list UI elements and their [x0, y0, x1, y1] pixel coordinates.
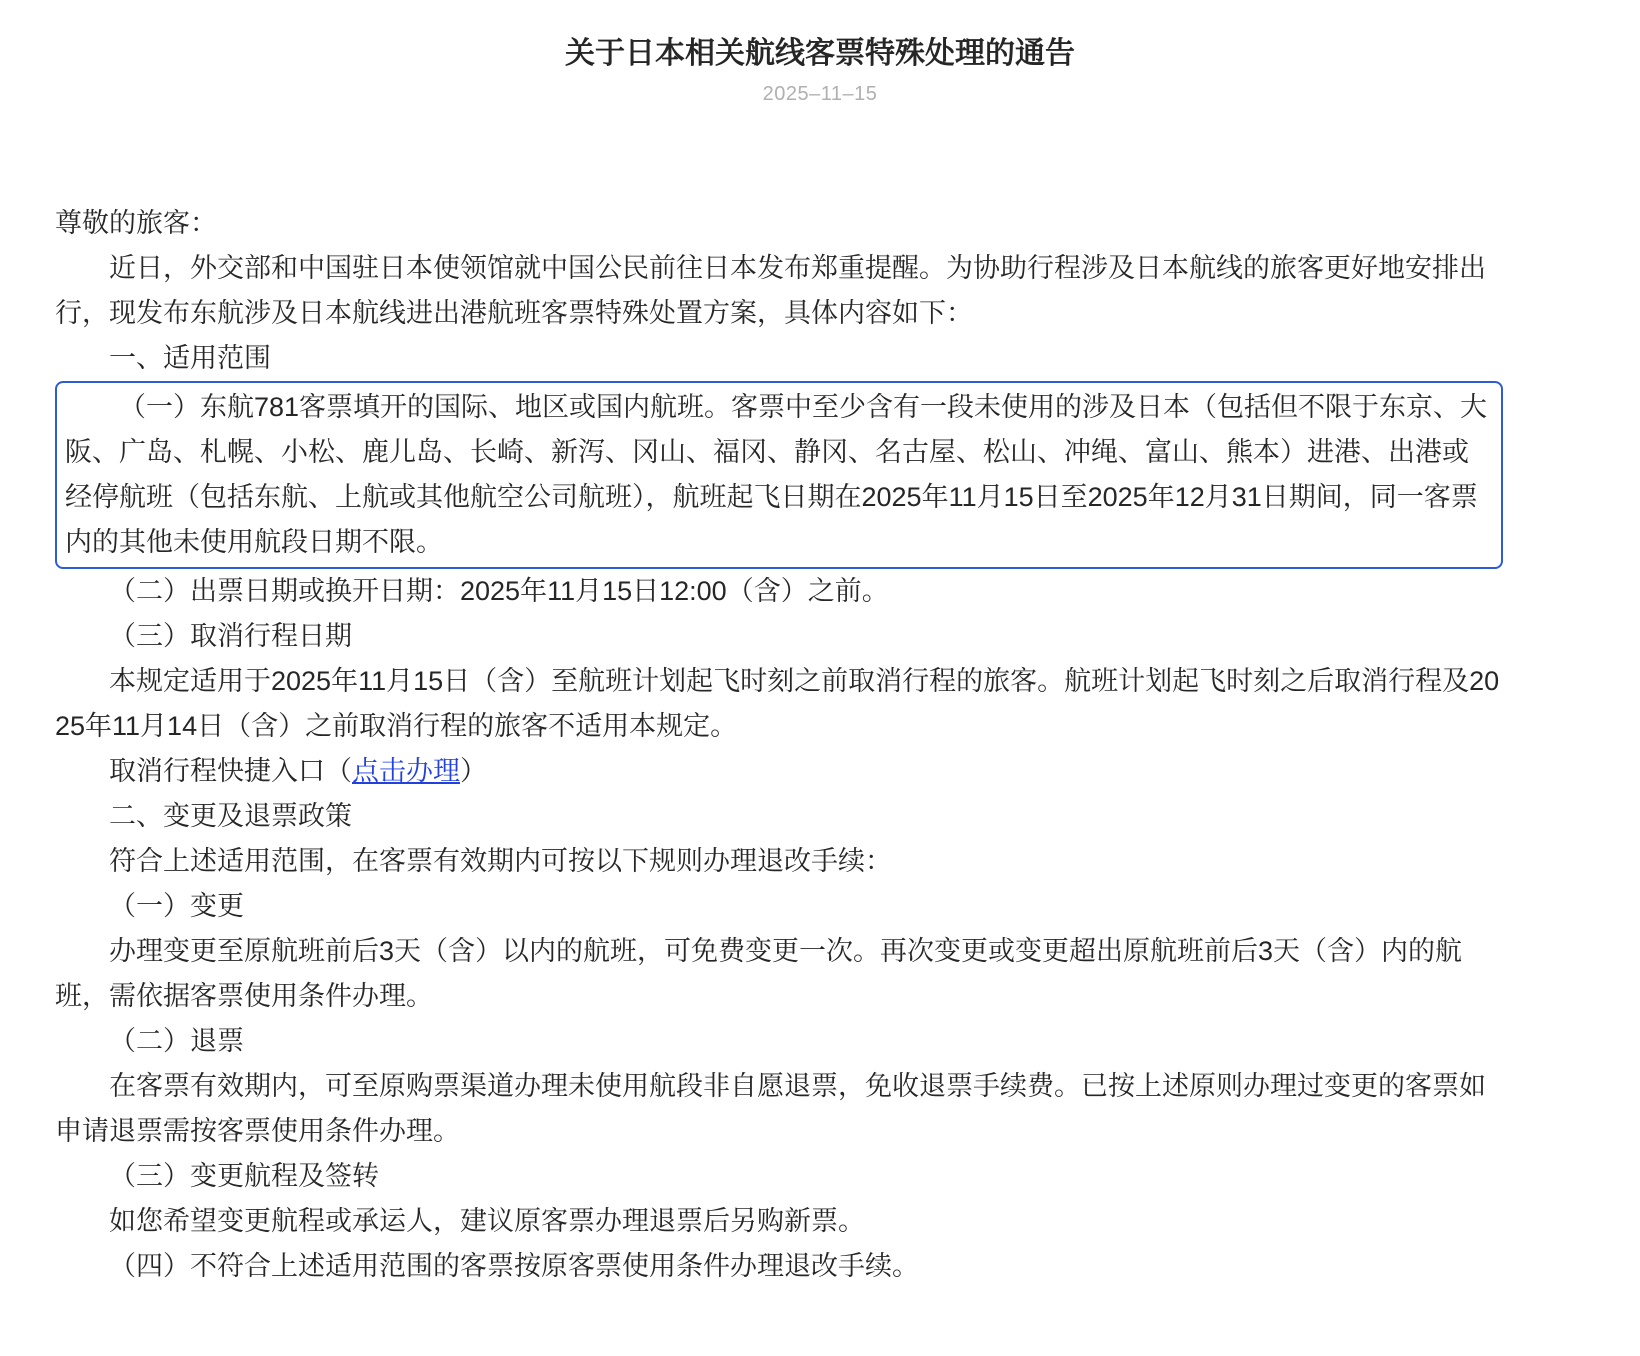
- reroute-body: 如您希望变更航程或承运人，建议原客票办理退票后另购新票。: [109, 1206, 865, 1236]
- refund-heading: （二）退票: [109, 1026, 244, 1056]
- section1-heading: 一、适用范围: [109, 343, 271, 373]
- refund-body: 在客票有效期内，可至原购票渠道办理未使用航段非自愿退票，免收退票手续费。已按上述原则办理过变更的客票如申请退票需按客票使用条件办理。: [55, 1071, 1486, 1146]
- page-title: 关于日本相关航线客票特殊处理的通告: [565, 37, 1075, 70]
- section2-intro: 符合上述适用范围，在客票有效期内可按以下规则办理退改手续：: [109, 846, 892, 876]
- cancel-shortcut-line: [55, 749, 1503, 794]
- item3-heading: （三）取消行程日期: [109, 621, 352, 651]
- cancel-trip-link[interactable]: 点击办理: [352, 756, 460, 786]
- section2-heading: 二、变更及退票政策: [109, 801, 352, 831]
- applicable-scope-highlight-box: [55, 381, 1503, 569]
- item3-body: 本规定适用于2025年11月15日（含）至航班计划起飞时刻之前取消行程的旅客。航班计划起飞时刻之后取消行程及2025年11月14日（含）之前取消行程的旅客不适用本规定。: [55, 666, 1500, 741]
- item4-other-tickets: （四）不符合上述适用范围的客票按原客票使用条件办理退改手续。: [109, 1251, 919, 1281]
- notice-body: [55, 201, 1503, 1289]
- change-body: 办理变更至原航班前后3天（含）以内的航班，可免费变更一次。再次变更或变更超出原航班前后3天（含）内的航班，需依据客票使用条件办理。: [55, 936, 1463, 1011]
- item2-ticketing-date: （二）出票日期或换开日期：2025年11月15日12:00（含）之前。: [109, 576, 889, 606]
- applicable-scope-paragraph: （一）东航781客票填开的国际、地区或国内航班。客票中至少含有一段未使用的涉及日本（包括但不限于东京、大阪、广岛、札幌、小松、鹿儿岛、长崎、新泻、冈山、福冈、静冈、名古屋、松山、冲绳、富山、熊本）进港、出港或经停航班（包括东航、上航或其他航空公司航班），航班起飞日期在2025年11月15日至2025年12月31日期间，同一客票内的其他未使用航段日期不限。: [65, 392, 1488, 557]
- salutation: 尊敬的旅客：: [55, 208, 217, 238]
- cancel-shortcut-suffix: ）: [460, 756, 487, 786]
- cancel-shortcut-prefix: 取消行程快捷入口（: [109, 756, 352, 786]
- change-heading: （一）变更: [109, 891, 244, 921]
- reroute-heading: （三）变更航程及签转: [109, 1161, 379, 1191]
- intro-paragraph: 近日，外交部和中国驻日本使领馆就中国公民前往日本发布郑重提醒。为协助行程涉及日本航线的旅客更好地安排出行，现发布东航涉及日本航线进出港航班客票特殊处置方案，具体内容如下：: [55, 253, 1486, 328]
- page-date: 2025–11–15: [762, 83, 878, 105]
